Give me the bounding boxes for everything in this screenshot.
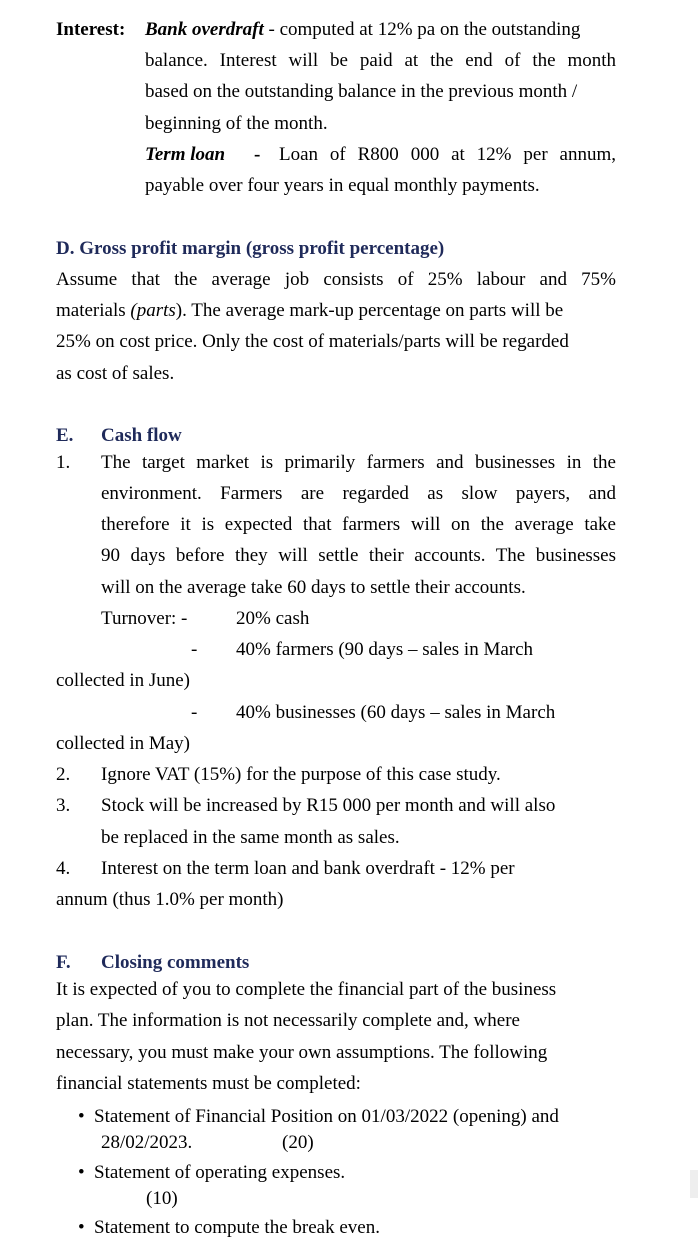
item-1-line-4: 90 days before they will settle their accounts. The businesses [101, 545, 616, 566]
item-2-number: 2. [56, 764, 71, 785]
turnover-dash-business: - [191, 702, 198, 723]
overdraft-line-4: beginning of the month. [145, 113, 328, 134]
bullet-1-line-2: 28/02/2023. [101, 1132, 193, 1153]
turnover-farmers: 40% farmers (90 days – sales in March [236, 639, 534, 660]
item-1-number: 1. [56, 452, 71, 473]
overdraft-desc: - computed at 12% pa on the outstanding [263, 19, 581, 40]
bullet-1-marks: (20) [282, 1132, 314, 1153]
section-f-letter: F. [56, 952, 71, 973]
bullet-2-line-1: Statement of operating expenses. [94, 1162, 346, 1183]
section-f-line-3: necessary, you must make your own assumptions. The following [56, 1042, 548, 1063]
bullet-1-line-1: Statement of Financial Position on 01/03/2022 (opening) and [94, 1106, 559, 1127]
loan-line-2: payable over four years in equal monthly payments. [145, 175, 540, 196]
overdraft-line-1 [145, 18, 580, 42]
interest-label: Interest: [56, 19, 126, 40]
item-4-number: 4. [56, 858, 71, 879]
section-f-line-1: It is expected of you to complete the financial part of the business [56, 979, 557, 1000]
loan-term: Term loan [145, 144, 226, 165]
loan-dash: - [254, 144, 261, 165]
item-4-line-1: Interest on the term loan and bank overdraft - 12% per [101, 858, 515, 879]
section-f-line-2: plan. The information is not necessarily complete and, where [56, 1010, 520, 1031]
section-e-heading: Cash flow [101, 425, 182, 446]
section-d-line-2-italic: (parts [130, 300, 176, 321]
business-continuation: collected in May) [56, 733, 191, 754]
section-f-line-4: financial statements must be completed: [56, 1073, 361, 1094]
bullet-3-marker: • [78, 1217, 85, 1238]
section-d-line-2a: materials [56, 300, 131, 321]
item-3-line-2: be replaced in the same month as sales. [101, 827, 400, 848]
section-d-line-2 [56, 299, 563, 323]
turnover-label: Turnover: - [101, 608, 188, 629]
item-3-line-1: Stock will be increased by R15 000 per month and will also [101, 795, 556, 816]
section-d-line-4: as cost of sales. [56, 363, 175, 384]
farmers-continuation: collected in June) [56, 670, 191, 691]
turnover-dash-farmers: - [191, 639, 198, 660]
section-d-heading: D. Gross profit margin (gross profit percentage) [56, 238, 445, 259]
overdraft-line-3: based on the outstanding balance in the previous month / [145, 81, 578, 102]
scrollbar-thumb[interactable] [690, 1170, 698, 1198]
turnover-cash: 20% cash [236, 608, 310, 629]
section-f-heading: Closing comments [101, 952, 250, 973]
item-1-line-5: will on the average take 60 days to settle their accounts. [101, 577, 526, 598]
bullet-2-marks: (10) [146, 1188, 178, 1209]
item-2-text: Ignore VAT (15%) for the purpose of this case study. [101, 764, 501, 785]
overdraft-line-2: balance. Interest will be paid at the end of the month [145, 50, 616, 71]
item-1-line-2: environment. Farmers are regarded as slow payers, and [101, 483, 616, 504]
section-d-line-2b: ). The average mark-up percentage on parts will be [175, 300, 564, 321]
item-4-continuation: annum (thus 1.0% per month) [56, 889, 284, 910]
section-d-line-1: Assume that the average job consists of 25% labour and 75% [56, 269, 616, 290]
section-e-letter: E. [56, 425, 74, 446]
bullet-2-marker: • [78, 1162, 85, 1183]
loan-line-1: Loan of R800 000 at 12% per annum, [279, 144, 616, 165]
section-d-line-3: 25% on cost price. Only the cost of materials/parts will be regarded [56, 331, 569, 352]
bullet-3-line-1: Statement to compute the break even. [94, 1217, 380, 1238]
item-1-line-1: The target market is primarily farmers and businesses in the [101, 452, 616, 473]
bullet-1-marker: • [78, 1106, 85, 1127]
overdraft-term: Bank overdraft [145, 19, 264, 40]
item-3-number: 3. [56, 795, 71, 816]
item-1-line-3: therefore it is expected that farmers will on the average take [101, 514, 616, 535]
turnover-business: 40% businesses (60 days – sales in March [236, 702, 556, 723]
